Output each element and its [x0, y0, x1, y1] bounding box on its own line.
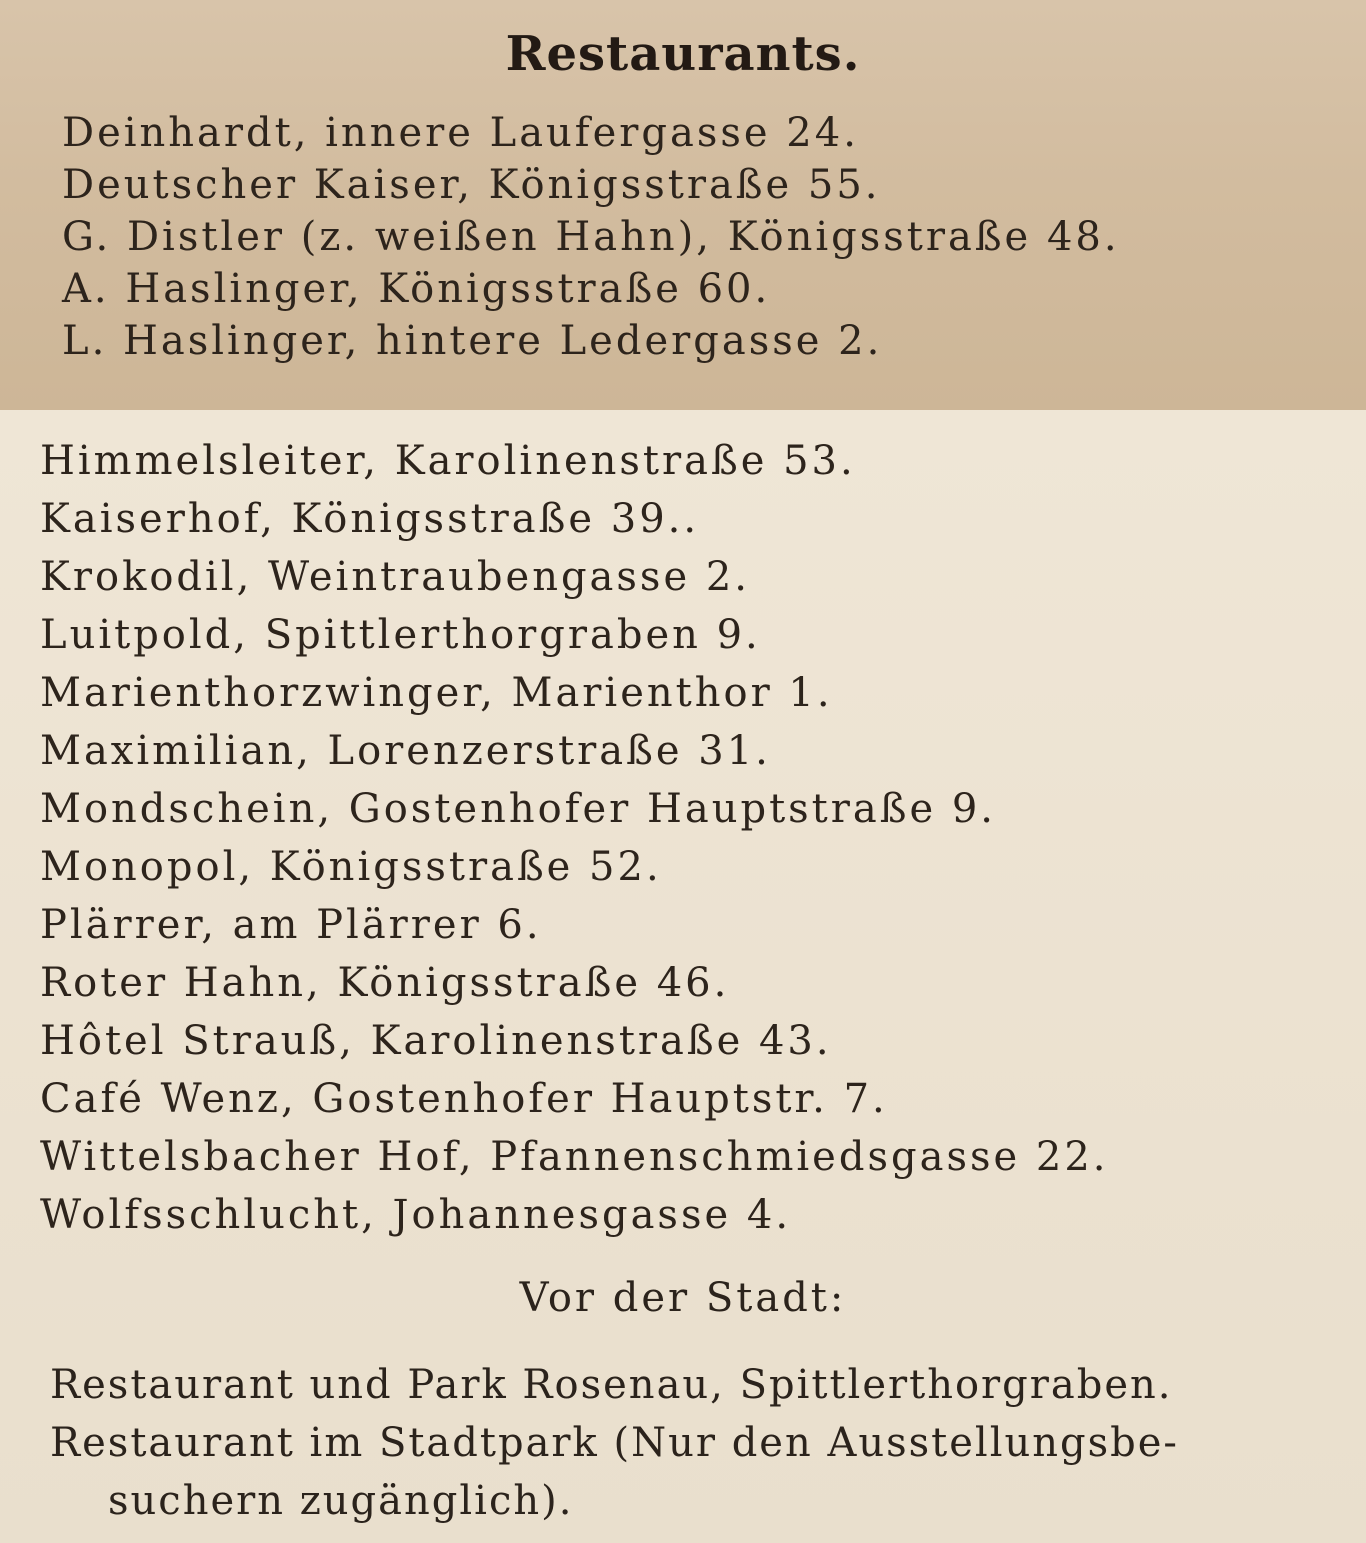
restaurant-entry: Deutscher Kaiser, Königsstraße 55. — [62, 162, 881, 208]
bottom-scan-section — [0, 410, 1366, 1543]
restaurant-entry: Café Wenz, Gostenhofer Hauptstr. 7. — [40, 1076, 888, 1122]
restaurant-entry: Roter Hahn, Königsstraße 46. — [40, 960, 730, 1006]
outer-restaurant-entry-continuation: suchern zugänglich). — [108, 1478, 574, 1524]
restaurant-entry: Hôtel Strauß, Karolinenstraße 43. — [40, 1018, 832, 1064]
outer-restaurant-entry: Restaurant und Park Rosenau, Spittlerthorgraben. — [50, 1362, 1173, 1408]
section-subheading: Vor der Stadt: — [519, 1275, 847, 1321]
restaurant-entry: Kaiserhof, Königsstraße 39.. — [40, 496, 700, 542]
restaurant-entry: Luitpold, Spittlerthorgraben 9. — [40, 612, 761, 658]
restaurant-entry: L. Haslinger, hintere Ledergasse 2. — [62, 318, 883, 364]
restaurant-entry: A. Haslinger, Königsstraße 60. — [62, 266, 771, 312]
restaurant-entry: Mondschein, Gostenhofer Hauptstraße 9. — [40, 786, 996, 832]
restaurant-entry: Maximilian, Lorenzerstraße 31. — [40, 728, 771, 774]
restaurant-entry: Monopol, Königsstraße 52. — [40, 844, 662, 890]
restaurant-entry: Marienthorzwinger, Marienthor 1. — [40, 670, 833, 716]
restaurant-entry: Plärrer, am Plärrer 6. — [40, 902, 542, 948]
restaurant-entry: G. Distler (z. weißen Hahn), Königsstraße 48. — [62, 214, 1120, 260]
restaurant-entry: Krokodil, Weintraubengasse 2. — [40, 554, 751, 600]
top-scan-section — [0, 0, 1366, 410]
restaurant-entry: Wolfsschlucht, Johannesgasse 4. — [40, 1192, 792, 1238]
outer-restaurant-entry: Restaurant im Stadtpark (Nur den Ausstellungsbe- — [50, 1420, 1179, 1466]
restaurant-entry: Himmelsleiter, Karolinenstraße 53. — [40, 438, 856, 484]
restaurant-entry: Deinhardt, innere Laufergasse 24. — [62, 110, 859, 156]
page-heading: Restaurants. — [505, 26, 861, 82]
restaurant-entry: Wittelsbacher Hof, Pfannenschmiedsgasse 22. — [40, 1134, 1109, 1180]
